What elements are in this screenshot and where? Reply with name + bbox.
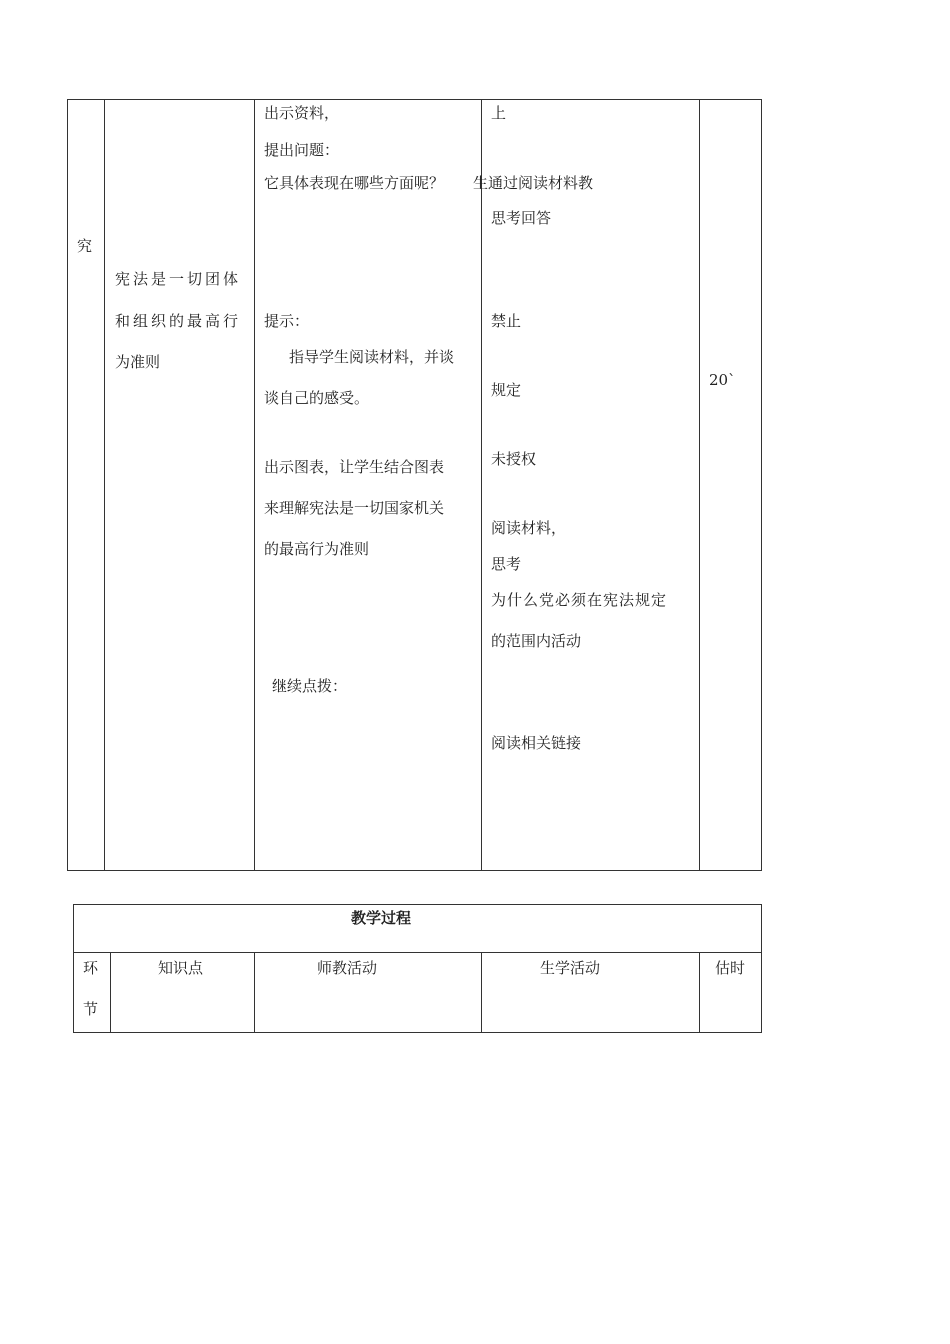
- teacher-activity-line: 来理解宪法是一切国家机关: [264, 499, 445, 517]
- teacher-activity-line: 出示图表，让学生结合图表: [264, 458, 445, 476]
- student-activity-line: 思考: [491, 555, 522, 573]
- teacher-activity-line: 继续点拨：: [272, 677, 348, 695]
- time-estimate: 20`: [709, 371, 736, 389]
- section-label: 究: [77, 237, 93, 255]
- teacher-activity-line: 的最高行为准则: [264, 540, 370, 558]
- table-border-bottom: [73, 1032, 762, 1033]
- table-border-bottom: [67, 870, 762, 871]
- student-activity-line: 规定: [491, 381, 522, 399]
- table-col-divider: [254, 952, 255, 1033]
- table-col-divider: [254, 99, 255, 871]
- header-jie: 节: [83, 1000, 99, 1018]
- student-activity-line: 阅读相关链接: [491, 734, 582, 752]
- knowledge-point-line: 宪法是一切团体: [115, 270, 242, 288]
- table-col-divider: [699, 99, 700, 871]
- table-col-divider: [481, 952, 482, 1033]
- teacher-activity-line: 出示资料，: [264, 104, 340, 122]
- teacher-activity-line: 提示：: [264, 312, 310, 330]
- knowledge-point-line: 和组织的最高行: [115, 312, 242, 330]
- header-student-activity: 生学活动: [540, 959, 601, 977]
- student-activity-line: 未授权: [491, 450, 537, 468]
- table-border-top: [67, 99, 762, 100]
- teacher-activity-line: 指导学生阅读材料，并谈: [289, 348, 455, 366]
- table-border-top: [73, 904, 762, 905]
- table-border-right: [761, 99, 762, 871]
- table-border-right: [761, 904, 762, 1033]
- table-border-left: [67, 99, 68, 871]
- student-activity-line: 生通过阅读材料教: [473, 174, 594, 192]
- header-time-estimate: 估时: [715, 959, 746, 977]
- table-col-divider: [104, 99, 105, 871]
- header-teacher-activity: 师教活动: [317, 959, 378, 977]
- teacher-activity-line: 它具体表现在哪些方面呢？: [264, 174, 445, 192]
- header-huan: 环: [83, 959, 99, 977]
- student-activity-line: 的范围内活动: [491, 632, 582, 650]
- teacher-activity-line: 谈自己的感受。: [264, 389, 370, 407]
- table-col-divider: [699, 952, 700, 1033]
- table-col-divider: [110, 952, 111, 1033]
- student-activity-line: 思考回答: [491, 209, 552, 227]
- table-title: 教学过程: [351, 909, 412, 927]
- student-activity-line: 上: [491, 104, 507, 122]
- student-activity-line: 为什么党必须在宪法规定: [491, 591, 668, 609]
- table-col-divider: [481, 99, 482, 871]
- knowledge-point-line: 为准则: [115, 353, 161, 371]
- header-knowledge-point: 知识点: [158, 959, 204, 977]
- table-row-divider: [73, 952, 762, 953]
- table-border-left: [73, 904, 74, 1033]
- teacher-activity-line: 提出问题：: [264, 141, 340, 159]
- student-activity-line: 阅读材料，: [491, 519, 567, 537]
- student-activity-line: 禁止: [491, 312, 522, 330]
